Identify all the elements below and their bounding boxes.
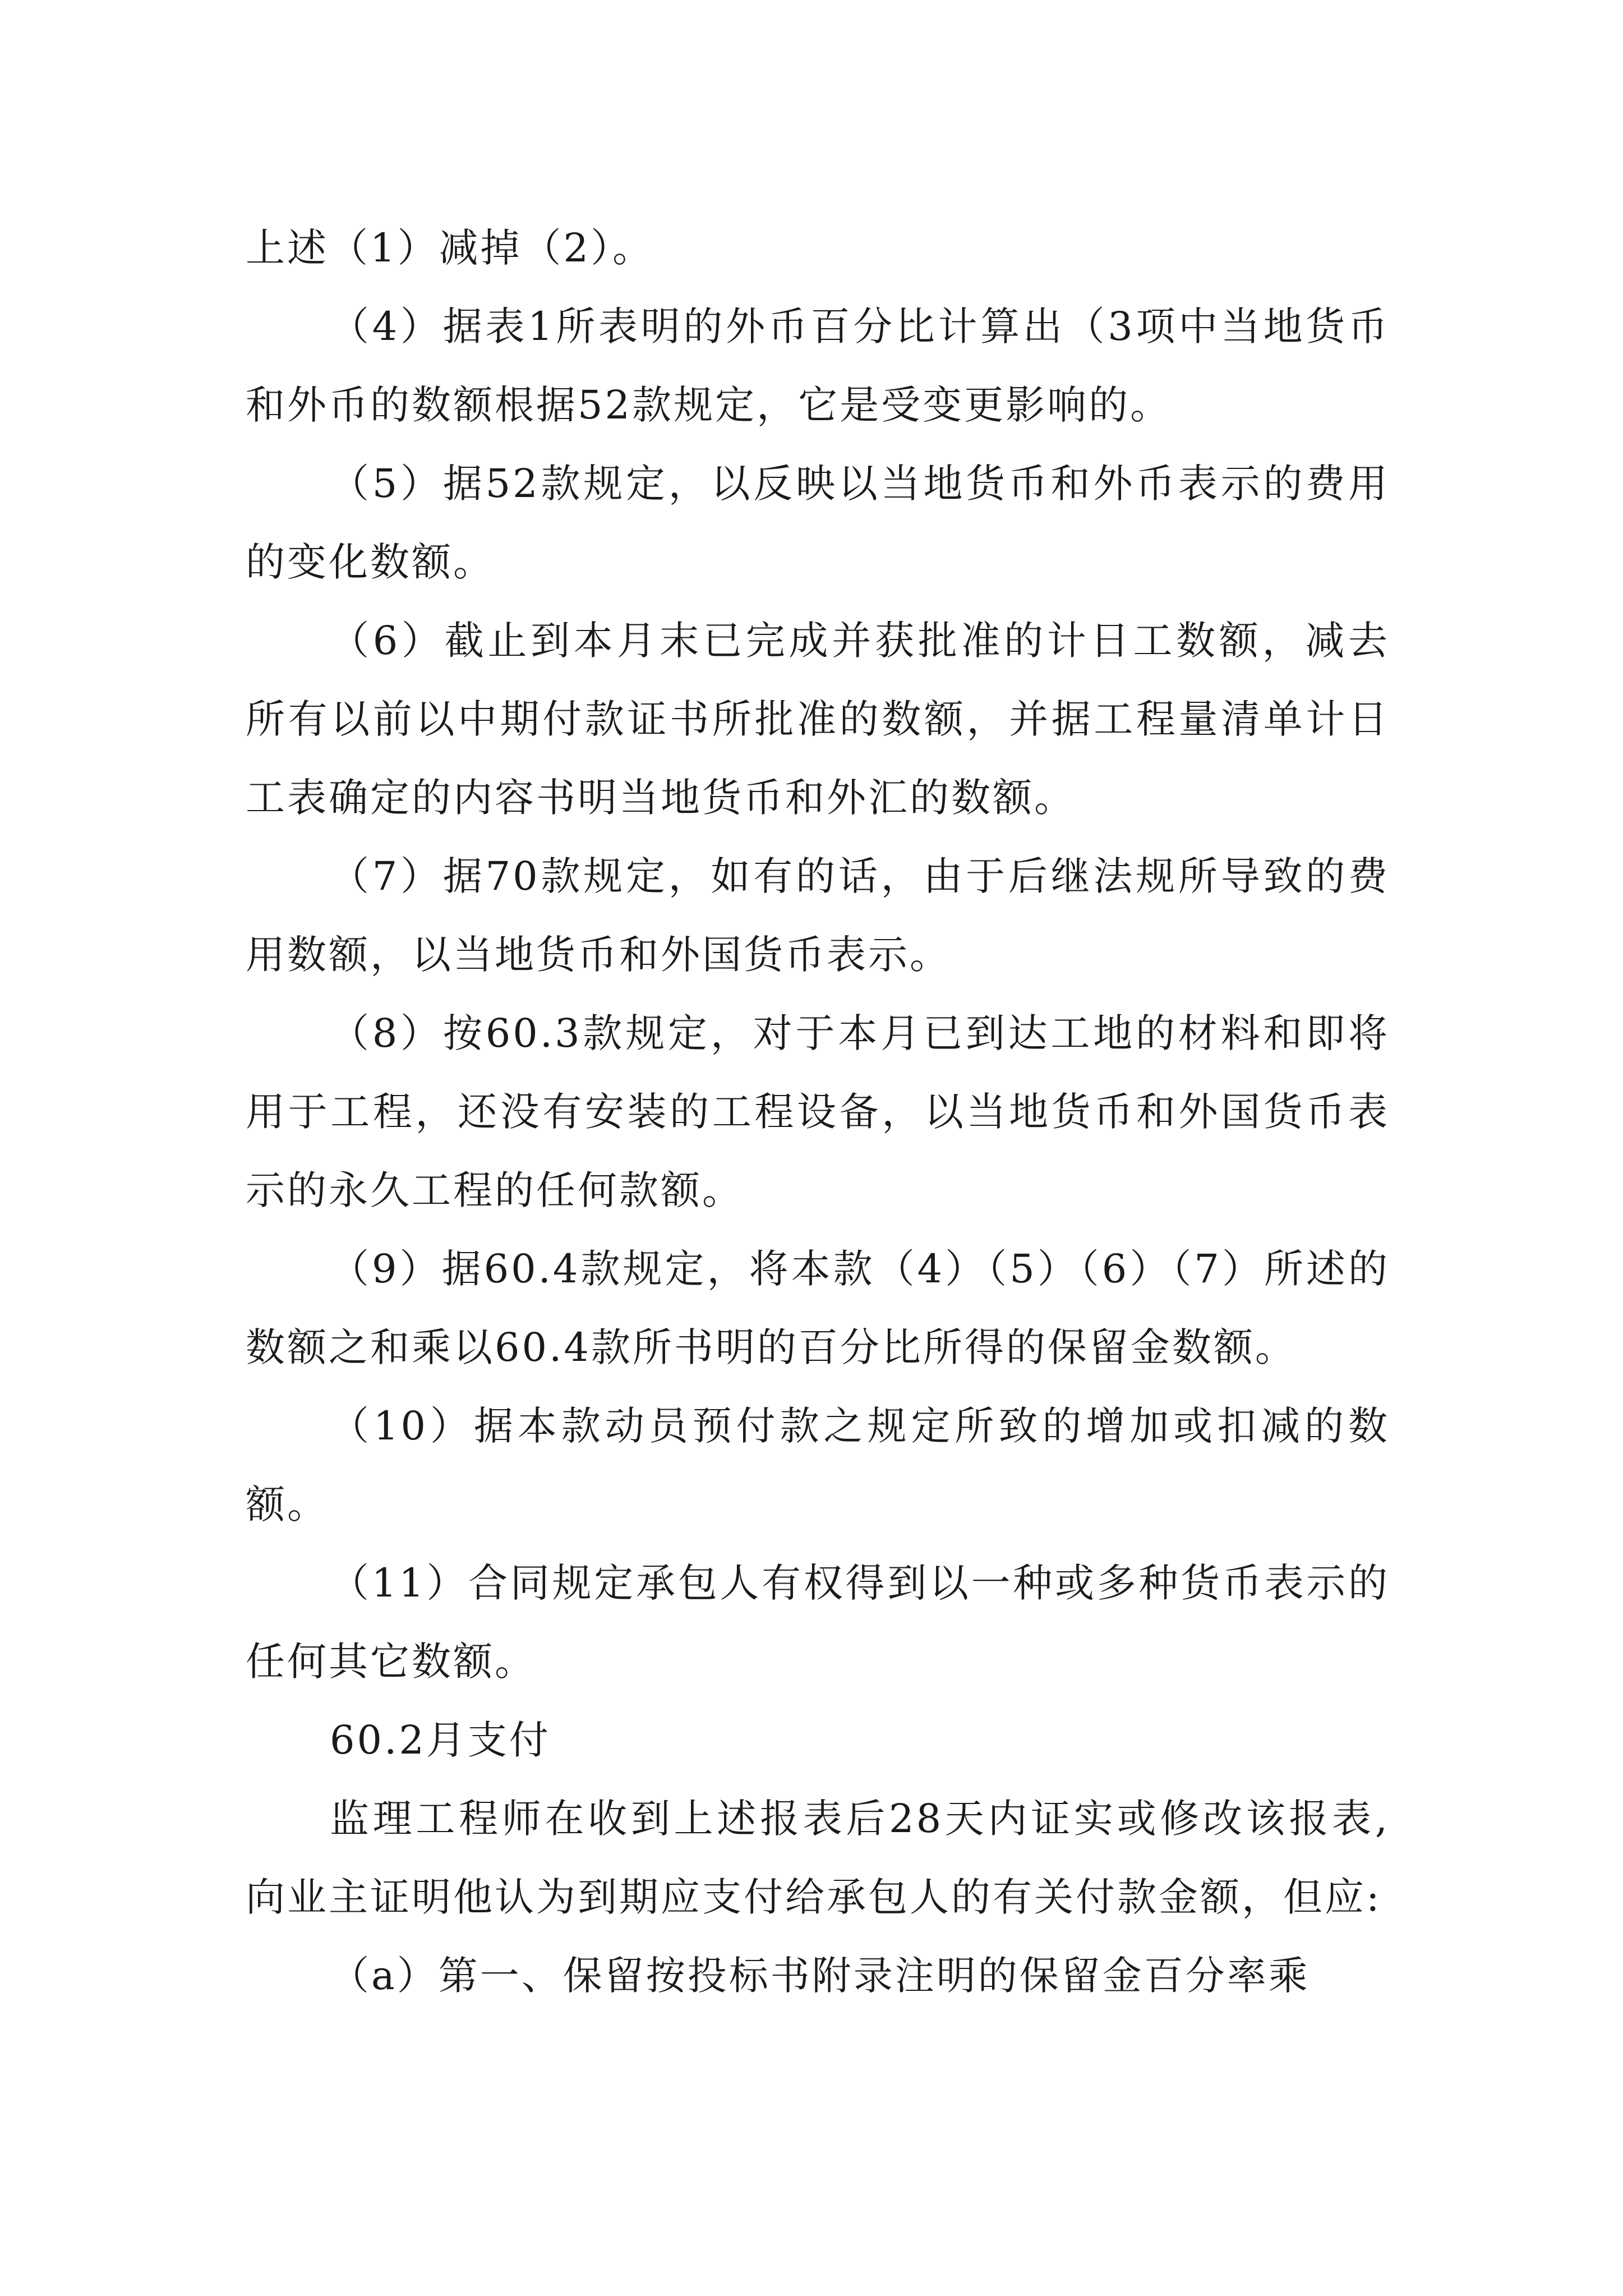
paragraph-item-8: （8）按60.3款规定，对于本月已到达工地的材料和即将用于工程，还没有安装的工程设备，以当地货币和外国货币表示的永久工程的任何款额。 xyxy=(246,1010,1390,1213)
paragraph-continuation: 上述（1）减掉（2）。 xyxy=(246,225,654,271)
paragraph-item-10: （10）据本款动员预付款之规定所致的增加或扣减的数额。 xyxy=(246,1403,1390,1527)
paragraph-item-7: （7）据70款规定，如有的话，由于后继法规所导致的费用数额，以当地货币和外国货币表示。 xyxy=(246,853,1390,978)
document-body xyxy=(246,209,1390,2015)
paragraph-item-6: （6）截止到本月末已完成并获批准的计日工数额，减去所有以前以中期付款证书所批准的数额，并据工程量清单计日工表确定的内容书明当地货币和外汇的数额。 xyxy=(246,618,1390,821)
section-heading-60-2: 60.2月支付 xyxy=(330,1717,551,1763)
paragraph-item-11: （11）合同规定承包人有权得到以一种或多种货币表示的任何其它数额。 xyxy=(246,1560,1390,1685)
paragraph-item-9: （9）据60.4款规定，将本款（4）（5）（6）（7）所述的数额之和乘以60.4款所书明的百分比所得的保留金数额。 xyxy=(246,1246,1390,1370)
paragraph-item-a: （a）第一、保留按投标书附录注明的保留金百分率乘 xyxy=(330,1953,1310,1999)
paragraph-item-4: （4）据表1所表明的外币百分比计算出（3项中当地货币和外币的数额根据52款规定，它是受变更影响的。 xyxy=(246,303,1390,428)
paragraph-monthly-payment: 监理工程师在收到上述报表后28天内证实或修改该报表,向业主证明他认为到期应支付给承包人的有关付款金额，但应: xyxy=(246,1796,1390,1920)
paragraph-item-5: （5）据52款规定，以反映以当地货币和外币表示的费用的变化数额。 xyxy=(246,461,1390,585)
